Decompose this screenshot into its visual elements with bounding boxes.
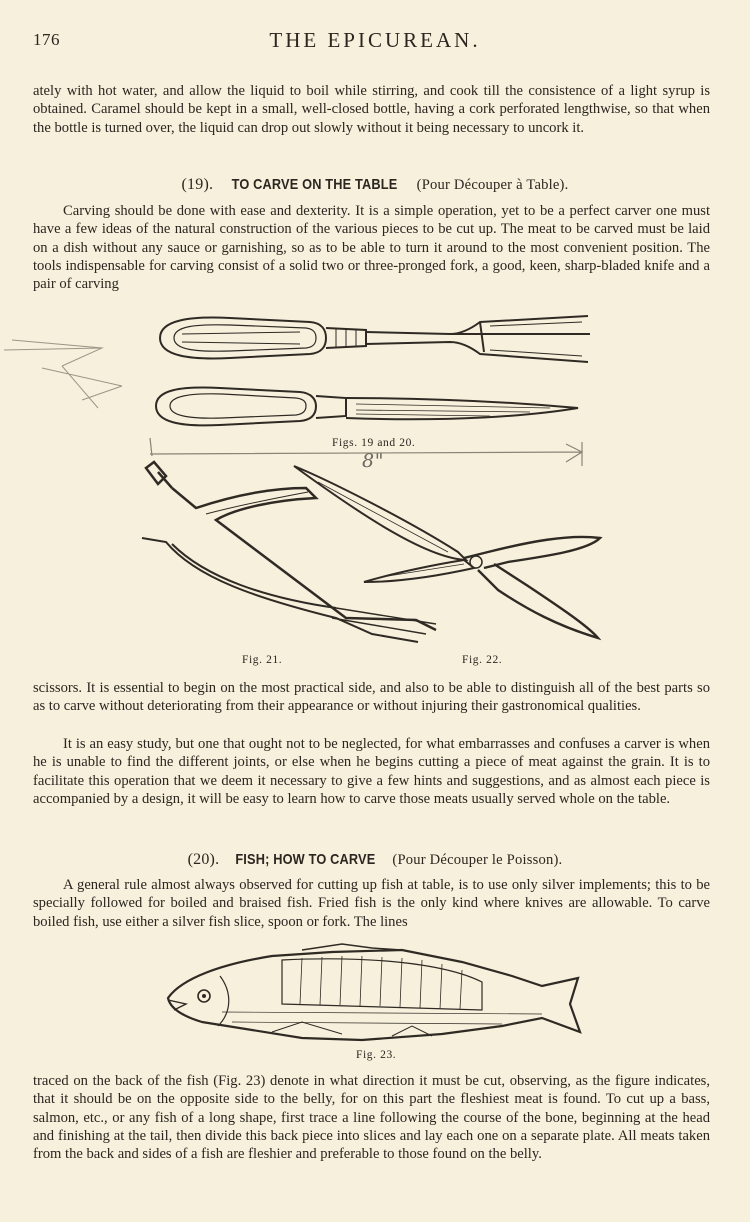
- section-number: (20).: [187, 851, 220, 868]
- figure-caption-23: Fig. 23.: [356, 1049, 397, 1061]
- paragraph-carving-intro: Carving should be done with ease and dexterity. It is a simple operation, yet to be a perfect carver one must have a few ideas of the natural construction of the various pieces to be cut up. The meat to be carved must be laid on a dish without any sauce or garnishing, so as to be able to turn it around to the most convenient position. The tools indispensable for carving consist of a solid two or three-pronged fork, a good, keen, sharp-bladed knife and a pair of carving: [33, 203, 710, 293]
- section-title: TO CARVE ON THE TABLE: [232, 176, 398, 193]
- section-french-title: (Pour Découper à Table).: [416, 177, 569, 193]
- section-french-title: (Pour Découper le Poisson).: [392, 852, 563, 868]
- carving-fork-illustration: [150, 312, 600, 370]
- figure-caption-19-20: Figs. 19 and 20.: [332, 437, 416, 449]
- running-title: THE EPICUREAN.: [269, 28, 481, 52]
- section-number: (19).: [181, 176, 214, 193]
- section-title: FISH; HOW TO CARVE: [235, 851, 376, 868]
- figure-caption-22: Fig. 22.: [462, 654, 503, 666]
- paragraph-scissors: scissors. It is essential to begin on the most practical side, and also to be able to distinguish all of the best parts so as to carve without deteriorating from their appearance or without injuring their gastronomical qualities.: [33, 680, 710, 715]
- paragraph-easy-study: It is an easy study, but one that ought not to be neglected, for what embarrasses and confuses a carver is when he is unable to find the different joints, or else when he begins cutting a piece of meat against the grain. It is to facilitate this operation that we deem it necessary to give a few hints and suggestions, and as almost each piece is accompanied by a design, it will be easy to learn how to carve those meats usually served whole on the table.: [33, 736, 710, 807]
- paragraph-caramel: ately with hot water, and allow the liquid to boil while stirring, and cook till the consistence of a light syrup is obtained. Caramel should be kept in a small, well-closed bottle, having a cork perforated lengthwise, so that when the bottle is turned over, the liquid can drop out slowly without it being necessary to uncork it.: [33, 83, 710, 136]
- carving-scissors-illustration: [288, 460, 604, 644]
- fish-illustration: [162, 942, 584, 1046]
- paragraph-fish-rule: A general rule almost always observed for cutting up fish at table, is to use only silver implements; this to be specially followed for boiled and braised fish. Fried fish is the only kind where knives are allowable. To carve boiled fish, use either a silver fish slice, spoon or fork. The lines: [33, 877, 710, 930]
- figure-caption-21: Fig. 21.: [242, 654, 283, 666]
- carving-knife-illustration: [150, 382, 582, 434]
- margin-pencil-scribble: [2, 336, 132, 406]
- section-heading-19: [0, 176, 750, 194]
- handwritten-measure-label: 8": [362, 450, 385, 472]
- section-heading-20: [0, 851, 750, 869]
- page-number: 176: [33, 30, 60, 49]
- paragraph-fish-lines: traced on the back of the fish (Fig. 23) denote in what direction it must be cut, observing, as the figure indicates, that it should be on the opposite side to the belly, for on this part the fleshiest meat is found. To cut up a bass, salmon, etc., or any fish of a long shape, first trace a line following the course of the bone, beginning at the head and finishing at the tail, then divide this back piece into slices and lay each one on a separate plate. All meats taken from the back and sides of a fish are fleshier and preferable to those found on the belly.: [33, 1073, 710, 1163]
